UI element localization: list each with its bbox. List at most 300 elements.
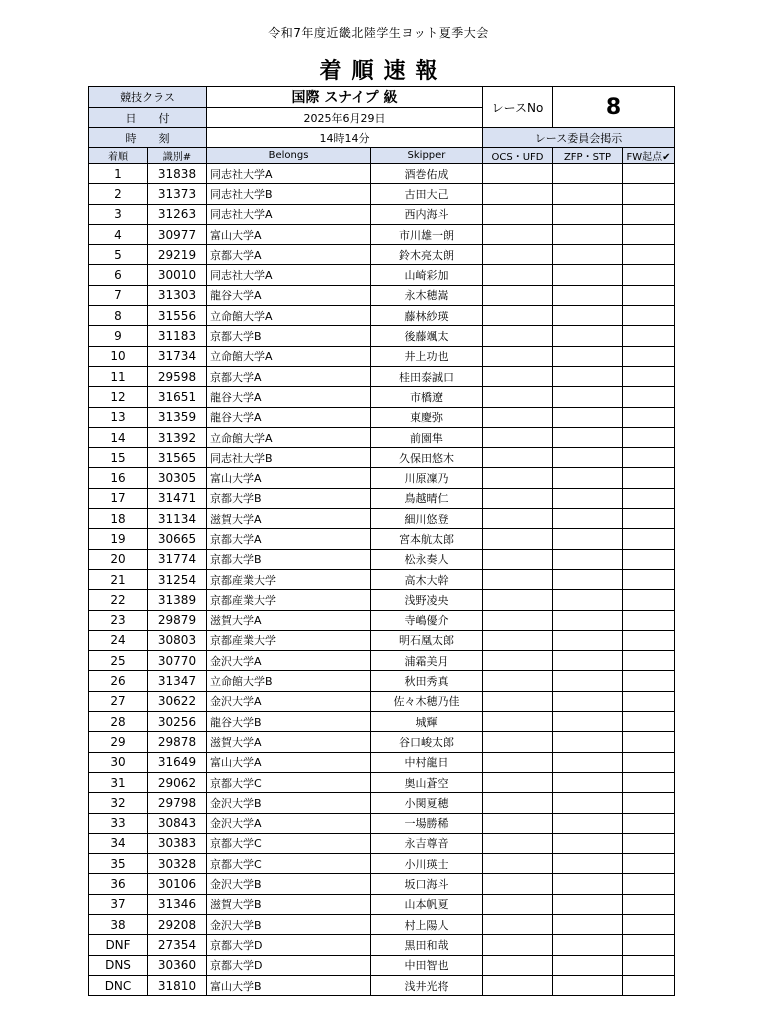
ocs-ufd-cell [483, 975, 553, 995]
table-row [89, 488, 675, 508]
results-table [88, 147, 675, 996]
skipper-cell: 永木穂嵩 [371, 285, 483, 305]
zfp-stp-cell [553, 509, 623, 529]
skipper-cell: 松永奏人 [371, 549, 483, 569]
skipper-cell: 前園隼 [371, 427, 483, 447]
ocs-ufd-cell [483, 204, 553, 224]
zfp-stp-cell [553, 204, 623, 224]
table-row [89, 549, 675, 569]
belongs-cell: 京都産業大学 [207, 590, 371, 610]
col-belongs: Belongs [207, 148, 371, 164]
belongs-cell: 京都大学C [207, 854, 371, 874]
zfp-stp-cell [553, 854, 623, 874]
table-row [89, 285, 675, 305]
skipper-cell: 佐々木穂乃佳 [371, 691, 483, 711]
fw-check-cell [623, 590, 675, 610]
zfp-stp-cell [553, 224, 623, 244]
skipper-cell: 山崎彩加 [371, 265, 483, 285]
place-cell: 9 [89, 326, 148, 346]
place-cell: 21 [89, 569, 148, 589]
sail-number-cell: 31471 [148, 488, 207, 508]
zfp-stp-cell [553, 752, 623, 772]
zfp-stp-cell [553, 914, 623, 934]
ocs-ufd-cell [483, 732, 553, 752]
ocs-ufd-cell [483, 549, 553, 569]
zfp-stp-cell [553, 164, 623, 184]
zfp-stp-cell [553, 975, 623, 995]
table-row [89, 732, 675, 752]
zfp-stp-cell [553, 874, 623, 894]
sail-number-cell: 29878 [148, 732, 207, 752]
ocs-ufd-cell [483, 326, 553, 346]
fw-check-cell [623, 346, 675, 366]
results-header-row [89, 148, 675, 164]
table-row [89, 387, 675, 407]
ocs-ufd-cell [483, 265, 553, 285]
sail-number-cell: 30383 [148, 833, 207, 853]
belongs-cell: 同志社大学B [207, 184, 371, 204]
skipper-cell: 奥山蒼空 [371, 772, 483, 792]
sail-number-cell: 31134 [148, 509, 207, 529]
skipper-cell: 藤林紗瑛 [371, 306, 483, 326]
zfp-stp-cell [553, 955, 623, 975]
time-value: 14時14分 [207, 128, 483, 148]
table-row [89, 366, 675, 386]
place-cell: 23 [89, 610, 148, 630]
skipper-cell: 中村龍日 [371, 752, 483, 772]
skipper-cell: 市川雄一朗 [371, 224, 483, 244]
fw-check-cell [623, 306, 675, 326]
table-row [89, 306, 675, 326]
ocs-ufd-cell [483, 184, 553, 204]
zfp-stp-cell [553, 610, 623, 630]
skipper-cell: 浅井光将 [371, 975, 483, 995]
col-zfp-stp: ZFP・STP [553, 148, 623, 164]
place-cell: 25 [89, 651, 148, 671]
belongs-cell: 富山大学A [207, 468, 371, 488]
skipper-cell: 中田智也 [371, 955, 483, 975]
place-cell: 19 [89, 529, 148, 549]
ocs-ufd-cell [483, 630, 553, 650]
skipper-cell: 鳥越晴仁 [371, 488, 483, 508]
sail-number-cell: 30360 [148, 955, 207, 975]
belongs-cell: 京都大学B [207, 549, 371, 569]
skipper-cell: 小川瑛士 [371, 854, 483, 874]
ocs-ufd-cell [483, 651, 553, 671]
table-row [89, 326, 675, 346]
fw-check-cell [623, 813, 675, 833]
skipper-cell: 谷口峻太郎 [371, 732, 483, 752]
place-cell: 13 [89, 407, 148, 427]
place-cell: 11 [89, 366, 148, 386]
sail-number-cell: 30010 [148, 265, 207, 285]
sail-number-cell: 30622 [148, 691, 207, 711]
col-place: 着順 [89, 148, 148, 164]
fw-check-cell [623, 894, 675, 914]
class-label: 競技クラス [89, 87, 207, 108]
sail-number-cell: 31649 [148, 752, 207, 772]
zfp-stp-cell [553, 427, 623, 447]
ocs-ufd-cell [483, 752, 553, 772]
place-cell: 38 [89, 914, 148, 934]
zfp-stp-cell [553, 387, 623, 407]
zfp-stp-cell [553, 448, 623, 468]
fw-check-cell [623, 366, 675, 386]
zfp-stp-cell [553, 488, 623, 508]
place-cell: 22 [89, 590, 148, 610]
belongs-cell: 龍谷大学A [207, 285, 371, 305]
event-title: 令和7年度近畿北陸学生ヨット夏季大会 [268, 26, 489, 40]
belongs-cell: 金沢大学B [207, 914, 371, 934]
date-label: 日 付 [89, 108, 207, 128]
zfp-stp-cell [553, 407, 623, 427]
fw-check-cell [623, 772, 675, 792]
ocs-ufd-cell [483, 894, 553, 914]
belongs-cell: 立命館大学A [207, 346, 371, 366]
table-row [89, 630, 675, 650]
sail-number-cell: 30256 [148, 712, 207, 732]
belongs-cell: 富山大学A [207, 224, 371, 244]
table-row [89, 752, 675, 772]
sail-number-cell: 29598 [148, 366, 207, 386]
belongs-cell: 京都大学B [207, 326, 371, 346]
fw-check-cell [623, 245, 675, 265]
ocs-ufd-cell [483, 569, 553, 589]
skipper-cell: 後藤颯太 [371, 326, 483, 346]
table-row [89, 164, 675, 184]
belongs-cell: 立命館大学A [207, 427, 371, 447]
sail-number-cell: 30803 [148, 630, 207, 650]
fw-check-cell [623, 529, 675, 549]
fw-check-cell [623, 935, 675, 955]
fw-check-cell [623, 854, 675, 874]
zfp-stp-cell [553, 346, 623, 366]
ocs-ufd-cell [483, 164, 553, 184]
ocs-ufd-cell [483, 245, 553, 265]
ocs-ufd-cell [483, 712, 553, 732]
results-body [89, 164, 675, 996]
sail-number-cell: 31303 [148, 285, 207, 305]
table-row [89, 265, 675, 285]
fw-check-cell [623, 488, 675, 508]
zfp-stp-cell [553, 671, 623, 691]
zfp-stp-cell [553, 732, 623, 752]
sail-number-cell: 31263 [148, 204, 207, 224]
sail-number-cell: 31838 [148, 164, 207, 184]
fw-check-cell [623, 407, 675, 427]
skipper-cell: 坂口海斗 [371, 874, 483, 894]
place-cell: 34 [89, 833, 148, 853]
sail-number-cell: 31651 [148, 387, 207, 407]
belongs-cell: 京都大学D [207, 955, 371, 975]
table-row [89, 975, 675, 995]
skipper-cell: 細川悠登 [371, 509, 483, 529]
table-row [89, 914, 675, 934]
belongs-cell: 滋賀大学B [207, 894, 371, 914]
table-row [89, 427, 675, 447]
place-cell: 24 [89, 630, 148, 650]
place-cell: 20 [89, 549, 148, 569]
belongs-cell: 滋賀大学A [207, 732, 371, 752]
place-cell: 6 [89, 265, 148, 285]
place-cell: 4 [89, 224, 148, 244]
zfp-stp-cell [553, 691, 623, 711]
place-cell: 26 [89, 671, 148, 691]
ocs-ufd-cell [483, 224, 553, 244]
table-row [89, 691, 675, 711]
fw-check-cell [623, 387, 675, 407]
col-skipper: Skipper [371, 148, 483, 164]
place-cell: 30 [89, 752, 148, 772]
place-cell: 37 [89, 894, 148, 914]
sail-number-cell: 30106 [148, 874, 207, 894]
ocs-ufd-cell [483, 772, 553, 792]
skipper-cell: 城輝 [371, 712, 483, 732]
zfp-stp-cell [553, 306, 623, 326]
place-cell: 16 [89, 468, 148, 488]
sail-number-cell: 31774 [148, 549, 207, 569]
ocs-ufd-cell [483, 448, 553, 468]
belongs-cell: 富山大学B [207, 975, 371, 995]
belongs-cell: 金沢大学A [207, 691, 371, 711]
sail-number-cell: 30665 [148, 529, 207, 549]
ocs-ufd-cell [483, 813, 553, 833]
fw-check-cell [623, 671, 675, 691]
table-row [89, 346, 675, 366]
place-cell: DNF [89, 935, 148, 955]
belongs-cell: 立命館大学B [207, 671, 371, 691]
skipper-cell: 宮本航太郎 [371, 529, 483, 549]
belongs-cell: 滋賀大学A [207, 610, 371, 630]
skipper-cell: 永吉尊音 [371, 833, 483, 853]
fw-check-cell [623, 184, 675, 204]
table-row [89, 874, 675, 894]
fw-check-cell [623, 326, 675, 346]
fw-check-cell [623, 610, 675, 630]
zfp-stp-cell [553, 265, 623, 285]
zfp-stp-cell [553, 569, 623, 589]
sail-number-cell: 30843 [148, 813, 207, 833]
skipper-cell: 黒田和哉 [371, 935, 483, 955]
skipper-cell: 古田大己 [371, 184, 483, 204]
place-cell: 28 [89, 712, 148, 732]
ocs-ufd-cell [483, 610, 553, 630]
table-row [89, 894, 675, 914]
ocs-ufd-cell [483, 529, 553, 549]
zfp-stp-cell [553, 793, 623, 813]
fw-check-cell [623, 752, 675, 772]
sail-number-cell: 31556 [148, 306, 207, 326]
sail-number-cell: 30305 [148, 468, 207, 488]
place-cell: DNS [89, 955, 148, 975]
table-row [89, 468, 675, 488]
fw-check-cell [623, 285, 675, 305]
ocs-ufd-cell [483, 691, 553, 711]
race-no-label: レースNo [483, 87, 553, 128]
ocs-ufd-cell [483, 468, 553, 488]
place-cell: 14 [89, 427, 148, 447]
fw-check-cell [623, 955, 675, 975]
ocs-ufd-cell [483, 407, 553, 427]
belongs-cell: 京都大学C [207, 772, 371, 792]
race-no-value: 8 [553, 87, 675, 128]
ocs-ufd-cell [483, 306, 553, 326]
zfp-stp-cell [553, 529, 623, 549]
sail-number-cell: 31734 [148, 346, 207, 366]
table-row [89, 204, 675, 224]
fw-check-cell [623, 793, 675, 813]
place-cell: 36 [89, 874, 148, 894]
table-row [89, 529, 675, 549]
belongs-cell: 立命館大学A [207, 306, 371, 326]
place-cell: 15 [89, 448, 148, 468]
ocs-ufd-cell [483, 488, 553, 508]
place-cell: 31 [89, 772, 148, 792]
belongs-cell: 滋賀大学A [207, 509, 371, 529]
zfp-stp-cell [553, 184, 623, 204]
sail-number-cell: 29208 [148, 914, 207, 934]
place-cell: 17 [89, 488, 148, 508]
place-cell: 32 [89, 793, 148, 813]
sail-number-cell: 31392 [148, 427, 207, 447]
ocs-ufd-cell [483, 509, 553, 529]
fw-check-cell [623, 448, 675, 468]
ocs-ufd-cell [483, 914, 553, 934]
belongs-cell: 京都大学C [207, 833, 371, 853]
zfp-stp-cell [553, 712, 623, 732]
belongs-cell: 富山大学A [207, 752, 371, 772]
sail-number-cell: 31565 [148, 448, 207, 468]
col-ocs-ufd: OCS・UFD [483, 148, 553, 164]
table-row [89, 448, 675, 468]
belongs-cell: 同志社大学A [207, 265, 371, 285]
committee-label: レース委員会掲示 [483, 128, 675, 148]
belongs-cell: 京都産業大学 [207, 569, 371, 589]
ocs-ufd-cell [483, 935, 553, 955]
table-row [89, 224, 675, 244]
belongs-cell: 同志社大学B [207, 448, 371, 468]
skipper-cell: 浅野凌央 [371, 590, 483, 610]
skipper-cell: 寺嶋優介 [371, 610, 483, 630]
zfp-stp-cell [553, 549, 623, 569]
zfp-stp-cell [553, 651, 623, 671]
skipper-cell: 浦霜美月 [371, 651, 483, 671]
belongs-cell: 金沢大学B [207, 874, 371, 894]
sail-number-cell: 31373 [148, 184, 207, 204]
belongs-cell: 京都大学A [207, 366, 371, 386]
zfp-stp-cell [553, 772, 623, 792]
table-row [89, 854, 675, 874]
zfp-stp-cell [553, 813, 623, 833]
table-row [89, 813, 675, 833]
ocs-ufd-cell [483, 854, 553, 874]
table-row [89, 793, 675, 813]
ocs-ufd-cell [483, 874, 553, 894]
belongs-cell: 龍谷大学B [207, 712, 371, 732]
zfp-stp-cell [553, 245, 623, 265]
zfp-stp-cell [553, 935, 623, 955]
fw-check-cell [623, 468, 675, 488]
belongs-cell: 龍谷大学A [207, 407, 371, 427]
place-cell: 1 [89, 164, 148, 184]
col-sail: 識別# [148, 148, 207, 164]
skipper-cell: 山本帆夏 [371, 894, 483, 914]
ocs-ufd-cell [483, 387, 553, 407]
sail-number-cell: 31359 [148, 407, 207, 427]
skipper-cell: 秋田秀真 [371, 671, 483, 691]
skipper-cell: 小関夏穂 [371, 793, 483, 813]
ocs-ufd-cell [483, 833, 553, 853]
skipper-cell: 西内海斗 [371, 204, 483, 224]
place-cell: 2 [89, 184, 148, 204]
fw-check-cell [623, 630, 675, 650]
belongs-cell: 金沢大学A [207, 651, 371, 671]
place-cell: 10 [89, 346, 148, 366]
skipper-cell: 井上功也 [371, 346, 483, 366]
time-label: 時 刻 [89, 128, 207, 148]
fw-check-cell [623, 265, 675, 285]
sail-number-cell: 31183 [148, 326, 207, 346]
fw-check-cell [623, 427, 675, 447]
fw-check-cell [623, 914, 675, 934]
fw-check-cell [623, 509, 675, 529]
table-row [89, 590, 675, 610]
fw-check-cell [623, 712, 675, 732]
skipper-cell: 東慶弥 [371, 407, 483, 427]
skipper-cell: 市橋遼 [371, 387, 483, 407]
table-row [89, 955, 675, 975]
belongs-cell: 京都大学B [207, 488, 371, 508]
belongs-cell: 京都大学A [207, 529, 371, 549]
belongs-cell: 京都大学A [207, 245, 371, 265]
skipper-cell: 鈴木亮太朗 [371, 245, 483, 265]
sail-number-cell: 29219 [148, 245, 207, 265]
belongs-cell: 京都産業大学 [207, 630, 371, 650]
sail-number-cell: 29879 [148, 610, 207, 630]
zfp-stp-cell [553, 894, 623, 914]
sail-number-cell: 29798 [148, 793, 207, 813]
belongs-cell: 同志社大学A [207, 164, 371, 184]
belongs-cell: 同志社大学A [207, 204, 371, 224]
place-cell: 3 [89, 204, 148, 224]
zfp-stp-cell [553, 326, 623, 346]
fw-check-cell [623, 691, 675, 711]
sail-number-cell: 30770 [148, 651, 207, 671]
ocs-ufd-cell [483, 671, 553, 691]
sail-number-cell: 27354 [148, 935, 207, 955]
skipper-cell: 村上陽人 [371, 914, 483, 934]
table-row [89, 569, 675, 589]
sail-number-cell: 31254 [148, 569, 207, 589]
ocs-ufd-cell [483, 793, 553, 813]
place-cell: DNC [89, 975, 148, 995]
table-row [89, 651, 675, 671]
table-row [89, 245, 675, 265]
table-row [89, 833, 675, 853]
zfp-stp-cell [553, 833, 623, 853]
class-value: 国際 スナイプ 級 [207, 87, 483, 108]
fw-check-cell [623, 204, 675, 224]
place-cell: 12 [89, 387, 148, 407]
ocs-ufd-cell [483, 285, 553, 305]
sail-number-cell: 31389 [148, 590, 207, 610]
table-row [89, 184, 675, 204]
zfp-stp-cell [553, 285, 623, 305]
zfp-stp-cell [553, 468, 623, 488]
fw-check-cell [623, 651, 675, 671]
belongs-cell: 金沢大学B [207, 793, 371, 813]
fw-check-cell [623, 874, 675, 894]
